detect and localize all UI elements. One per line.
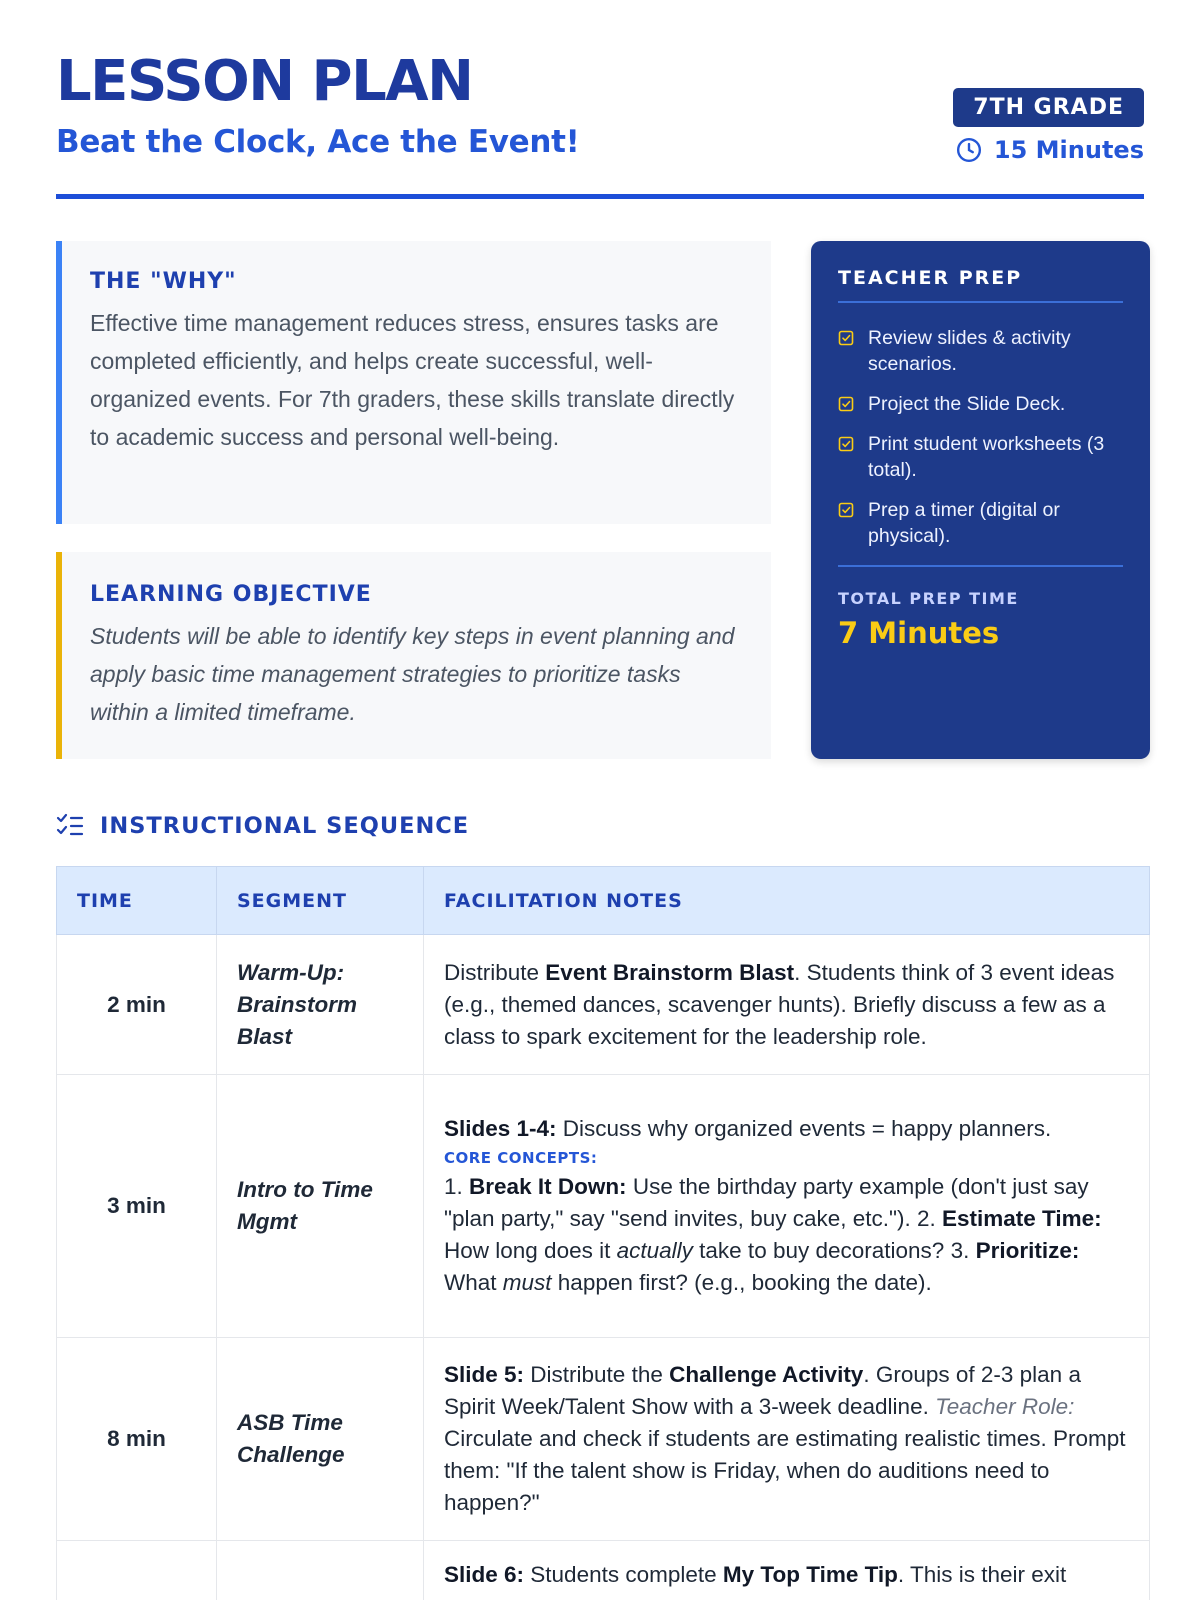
teacher-role-label: Teacher Role:: [935, 1394, 1075, 1419]
prep-item-label: Review slides & activity scenarios.: [868, 327, 1071, 375]
notes-text: Distribute the: [524, 1362, 670, 1387]
list-check-icon: [56, 812, 84, 840]
page-title: LESSON PLAN: [56, 49, 473, 114]
notes-text: Students complete: [524, 1562, 723, 1587]
objective-box: [56, 552, 771, 759]
notes-italic-text: must: [502, 1270, 552, 1295]
table-header-row: [57, 867, 1150, 935]
prep-heading: TEACHER PREP: [838, 267, 1123, 303]
why-box: [56, 241, 771, 524]
notes-bold-text: Event Brainstorm Blast: [545, 959, 795, 985]
notes-cell: [424, 1075, 1150, 1338]
segment-cell: ASB Time Challenge: [217, 1338, 424, 1541]
segment-cell: Warm-Up: Brainstorm Blast: [217, 935, 424, 1075]
prep-time-label: TOTAL PREP TIME: [838, 589, 1019, 608]
notes-bold-text: Slide 5:: [444, 1362, 525, 1387]
notes-text: . Students think of 3 event ideas (e.g., themed dances, scavenger hunts). Briefly discuss a few as a class to spark excitement for the leadership role.: [444, 959, 1115, 1049]
prep-item: [838, 431, 1123, 483]
objective-text: Students will be able to identify key steps in event planning and apply basic time management strategies to prioritize tasks within a limited timeframe.: [90, 623, 735, 725]
notes-text: Use the birthday party example (don't just say "plan party," say "send invites, buy cake, etc."). 2.: [444, 1174, 1089, 1231]
overview-section: [56, 241, 1150, 759]
core-concepts-label: CORE CONCEPTS:: [444, 1149, 598, 1167]
why-text: Effective time management reduces stress, ensures tasks are completed efficiently, and helps create successful, well-organized events. For 7th graders, these skills translate directly to academic success and personal well-being.: [90, 310, 735, 450]
notes-text: What: [444, 1270, 503, 1295]
notes-bold-text: Slides 1-4:: [444, 1116, 557, 1141]
header: [56, 0, 1144, 200]
checkbox-icon: [838, 330, 854, 346]
notes-cell: [424, 935, 1150, 1075]
duration-label: 15 Minutes: [993, 136, 1144, 164]
notes-bold-text: Slide 6:: [444, 1562, 525, 1587]
notes-bold-text: My Top Time Tip: [722, 1562, 898, 1587]
prep-item: [838, 325, 1123, 377]
objective-heading: LEARNING OBJECTIVE: [90, 582, 372, 607]
column-header-time: TIME: [57, 867, 217, 935]
notes-bold-text: Challenge Activity: [669, 1362, 864, 1387]
table-row: [57, 1075, 1150, 1338]
page-subtitle: Beat the Clock, Ace the Event!: [56, 124, 580, 160]
notes-italic-text: actually: [616, 1238, 693, 1263]
notes-cell: [424, 1541, 1150, 1600]
notes-text: happen first? (e.g., booking the date).: [551, 1270, 932, 1295]
table-row: [57, 1541, 1150, 1600]
notes-cell: [424, 1338, 1150, 1541]
header-divider: [56, 194, 1144, 199]
sequence-table: [56, 866, 1150, 1600]
sequence-heading-text: INSTRUCTIONAL SEQUENCE: [100, 813, 470, 839]
prep-item: [838, 391, 1123, 417]
time-cell: 2 min: [57, 935, 217, 1075]
notes-text: take to buy decorations? 3.: [692, 1238, 976, 1263]
duration: [956, 136, 1144, 164]
time-cell: 3 min: [57, 1075, 217, 1338]
time-cell: 8 min: [57, 1338, 217, 1541]
checkbox-icon: [838, 502, 854, 518]
notes-text: Circulate and check if students are estimating realistic times. Prompt them: "If the talent show is Friday, when do auditions need to happen?": [444, 1426, 1126, 1515]
notes-text: . Groups of 2-3 plan a Spirit Week/Talent Show with a 3-week deadline.: [444, 1362, 1081, 1419]
notes-bold-text: Break It Down:: [469, 1174, 627, 1199]
column-header-segment: SEGMENT: [217, 867, 424, 935]
table-row: [57, 935, 1150, 1075]
notes-text: 1.: [444, 1174, 470, 1199]
prep-item: [838, 497, 1123, 549]
notes-bold-text: Estimate Time:: [942, 1206, 1102, 1231]
prep-item-label: Print student worksheets (3 total).: [868, 433, 1105, 481]
notes-text: Discuss why organized events = happy planners.: [556, 1116, 1052, 1141]
teacher-prep-card: [811, 241, 1150, 759]
checkbox-icon: [838, 436, 854, 452]
prep-list: [838, 325, 1123, 549]
table-row: [57, 1338, 1150, 1541]
notes-text: . This is their exit: [897, 1562, 1067, 1587]
time-cell: [57, 1541, 217, 1600]
checkbox-icon: [838, 396, 854, 412]
grade-badge: 7TH GRADE: [953, 88, 1144, 127]
prep-time-value: 7 Minutes: [838, 616, 1000, 650]
notes-text: Distribute: [444, 959, 546, 985]
why-heading: THE "WHY": [90, 269, 237, 294]
prep-divider: [838, 565, 1123, 567]
sequence-heading: [56, 812, 469, 840]
column-header-notes: FACILITATION NOTES: [424, 867, 1150, 935]
notes-text: How long does it: [444, 1238, 617, 1263]
segment-cell: [217, 1541, 424, 1600]
segment-cell: Intro to Time Mgmt: [217, 1075, 424, 1338]
prep-item-label: Project the Slide Deck.: [868, 393, 1066, 415]
prep-item-label: Prep a timer (digital or physical).: [868, 499, 1060, 547]
clock-icon: [956, 137, 982, 163]
notes-bold-text: Prioritize:: [975, 1238, 1080, 1263]
